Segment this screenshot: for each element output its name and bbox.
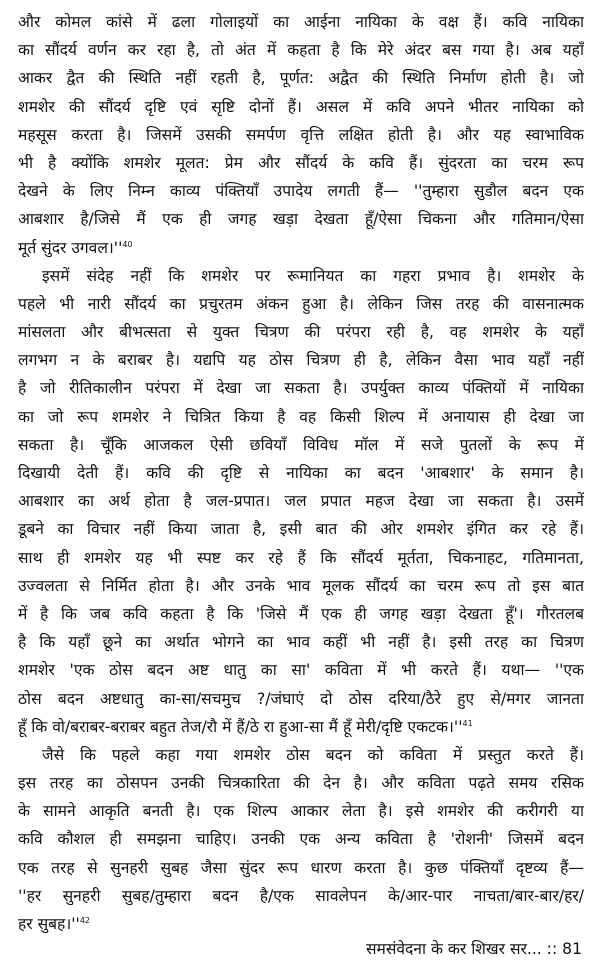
- text-line: एक तरह से सुनहरी सुबह जैसा सुंदर रूप धारण करता है। कुछ पंक्तियाँ दृष्टव्य हैं—: [18, 858, 584, 877]
- page-footer: [366, 938, 582, 960]
- text-line: उज्वलता से निर्मित होता है। और उनके भाव मूलक सौंदर्य का चरम रूप तो इस बात: [18, 576, 584, 595]
- text-line-content: हूँ कि वो/बराबर-बराबर बहुत तेज/रौ में हैं/ठे रा हुआ-सा मैं हूँ मेरी/दृष्टि एकटक।'': [18, 717, 463, 736]
- text-line: ''हर सुनहरी सुबह/तुम्हारा बदन है/एक सावलेपन के/आर-पार नाचता/बार-बार/हर/: [18, 886, 584, 905]
- text-line: सकता है। चूँकि आजकल ऐसी छवियाँ विविध मॉल में सजे पुतलों के रूप में: [18, 435, 584, 454]
- text-line: मांसलता और बीभत्सता से युक्त चित्रण की परंपरा रही है, वह शमशेर के यहाँ: [18, 323, 584, 342]
- text-line: पहले भी नारी सौंदर्य का प्रचुरतम अंकन हुआ है। लेकिन जिस तरह की वासनात्मक: [18, 294, 584, 313]
- text-line: का सौंदर्य वर्णन कर रहा है, तो अंत में कहता है कि मेरे अंदर बस गया है। अब यहाँ: [18, 41, 584, 60]
- text-line: आकर द्वैत की स्थिति नहीं रहती है, पूर्णत: अद्वैत की स्थिति निर्माण होती है। जो: [18, 69, 584, 88]
- text-line: [18, 910, 584, 938]
- text-line-content: मूर्त सुंदर उगवल।'': [18, 238, 123, 257]
- text-line: जैसे कि पहले कहा गया शमशेर ठोस बदन को कविता में प्रस्तुत करते हैं।: [42, 745, 584, 764]
- footnote-ref: 41: [462, 718, 473, 728]
- text-line-content: हर सुबह।'': [18, 915, 80, 933]
- page-body: [18, 8, 584, 938]
- text-line: में है कि जब कवि कहता है कि 'जिसे मैं एक ही जगह खड़ा देखता हूँ'। गौरतलब: [18, 604, 584, 623]
- text-line: डूबने का विचार नहीं किया जाता है, इसी बात की ओर शमशेर इंगित कर रहे हैं।: [18, 520, 584, 539]
- text-line: [18, 713, 584, 741]
- text-line: आबशार का अर्थ होता है जल-प्रपात। जल प्रपात महज देखा जा सकता है। उसमें: [18, 492, 584, 511]
- text-line: ठोस बदन अष्टधातु का-सा/सचमुच ?/जंघाएं दो ठोस दरिया/ठैरे हुए से/मगर जानता: [18, 689, 584, 708]
- text-line: है जो रीतिकालीन परंपरा में देखा जा सकता है। उपर्युक्त काव्य पंक्तियों में नायिका: [18, 379, 584, 398]
- text-line: लगभग न के बराबर है। यद्यपि यह ठोस चित्रण ही है, लेकिन वैसा भाव यहाँ नहीं: [18, 351, 584, 370]
- text-line: महसूस करता है। जिसमें उसकी समर्पण वृत्ति लक्षित होती है। और यह स्वाभाविक: [18, 125, 584, 144]
- text-line: के सामने आकृति बनती है। एक शिल्प आकार लेता है। इसे शमशेर की करीगरी या: [18, 802, 584, 821]
- text-line: और कोमल कांसे में ढला गोलाइयों का आईना नायिका के वक्ष हैं। कवि नायिका: [18, 13, 584, 31]
- text-line: शमशेर 'एक ठोस बदन अष्ट धातु का सा' कविता में भी करते हैं। यथा— ''एक: [18, 661, 584, 680]
- footnote-ref: 40: [122, 239, 133, 249]
- text-line: शमशेर की सौंदर्य दृष्टि एवं सृष्टि दोनों हैं। असल में कवि अपने भीतर नायिका को: [18, 97, 584, 116]
- text-line: साथ ही शमशेर यह भी स्पष्ट कर रहे हैं कि सौंदर्य मूर्तता, चिकनाहट, गतिमानता,: [18, 548, 584, 567]
- text-line: आबशार है/जिसे मैं एक ही जगह खड़ा देखता हूँ/ऐसा चिकना और गतिमान/ऐसा: [18, 210, 584, 229]
- text-line: का जो रूप शमशेर ने चित्रित किया है वह किसी शिल्प में अनायास ही देखा जा: [18, 407, 584, 426]
- text-line: इस तरह का ठोसपन उनकी चित्रकारिता की देन है। और कविता पढ़ते समय रसिक: [18, 774, 584, 793]
- text-line: भी है क्योंकि शमशेर मूलत: प्रेम और सौंदर्य के कवि हैं। सुंदरता का चरम रूप: [18, 153, 584, 172]
- text-line: दिखायी देती हैं। कवि की दृष्टि से नायिका का बदन 'आबशार' के समान है।: [18, 464, 584, 482]
- text-line: देखने के लिए निम्न काव्य पंक्तियाँ उपादेय लगती हैं— ''तुम्हारा सुडौल बदन एक: [18, 182, 584, 201]
- text-line: [18, 234, 584, 262]
- footnote-ref: 42: [79, 915, 91, 925]
- text-line: कवि कौशल ही समझना चाहिए। उनकी एक अन्य कविता है 'रोशनी' जिसमें बदन: [18, 830, 584, 849]
- text-line: इसमें संदेह नहीं कि शमशेर पर रूमानियत का गहरा प्रभाव है। शमशेर के: [42, 266, 584, 285]
- running-head: समसंवेदना के कर शिखर सर... :: 81: [365, 940, 582, 958]
- text-line: है कि यहाँ छूने का अर्थात भोगने का भाव कहीं भी नहीं है। इसी तरह का चित्रण: [18, 633, 584, 652]
